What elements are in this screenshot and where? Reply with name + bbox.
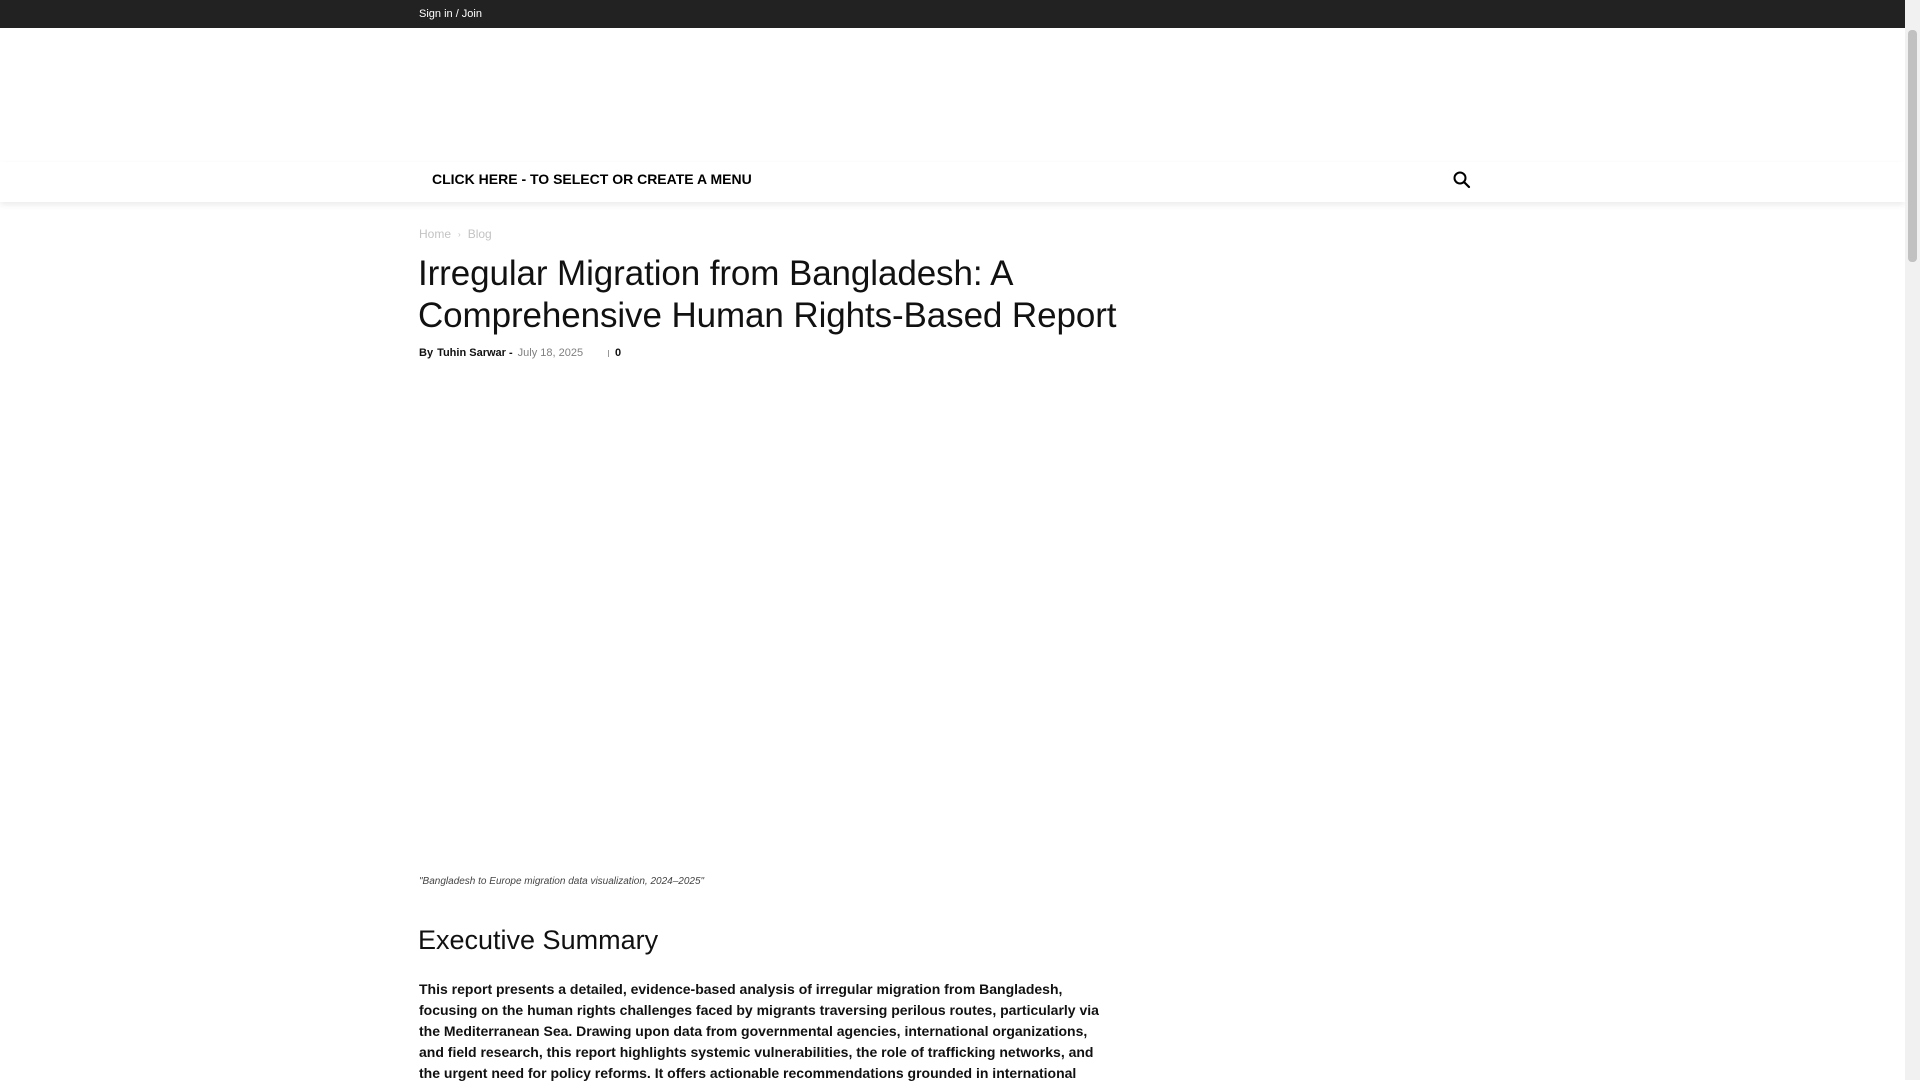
comment-icon	[608, 350, 612, 357]
breadcrumb	[419, 227, 492, 242]
author-by-label: By	[419, 347, 434, 359]
breadcrumb-separator-icon: ›	[458, 230, 461, 239]
meta-dash: -	[509, 347, 513, 359]
image-caption: "Bangladesh to Europe migration data visualization, 2024–2025"	[419, 876, 705, 887]
executive-summary-paragraph: This report presents a detailed, evidence-based analysis of irregular migration from Bangladesh, focusing on the human rights challenges faced by migrants traversing perilous routes, particularly via the Mediterranean Sea. Drawing upon data from governmental agencies, international organizations, and field research, this report highlights systemic vulnerabilities, the role of trafficking networks, and the urgent need for policy reforms. It offers actionable recommendations grounded in international	[419, 981, 1099, 1081]
scrollbar-thumb[interactable]	[1908, 30, 1917, 262]
article-title: Irregular Migration from Bangladesh: A Comprehensive Human Rights-Based Report	[418, 254, 1117, 335]
breadcrumb-home[interactable]: Home	[419, 227, 452, 241]
breadcrumb-blog[interactable]: Blog	[467, 227, 492, 241]
featured-image	[419, 390, 1105, 860]
publish-date: July 18, 2025	[517, 347, 584, 359]
article-meta	[419, 347, 583, 359]
select-create-menu-link[interactable]: CLICK HERE - TO SELECT OR CREATE A MENU	[432, 171, 752, 187]
main-menu-bar	[0, 162, 1905, 202]
search-icon[interactable]	[1452, 170, 1472, 190]
top-bar	[0, 0, 1905, 28]
comment-count-link[interactable]	[608, 347, 621, 359]
author-link[interactable]: Tuhin Sarwar	[437, 347, 506, 359]
signin-join-link[interactable]: Sign in / Join	[419, 8, 482, 20]
comment-count: 0	[615, 347, 622, 359]
section-heading: Executive Summary	[418, 925, 659, 955]
